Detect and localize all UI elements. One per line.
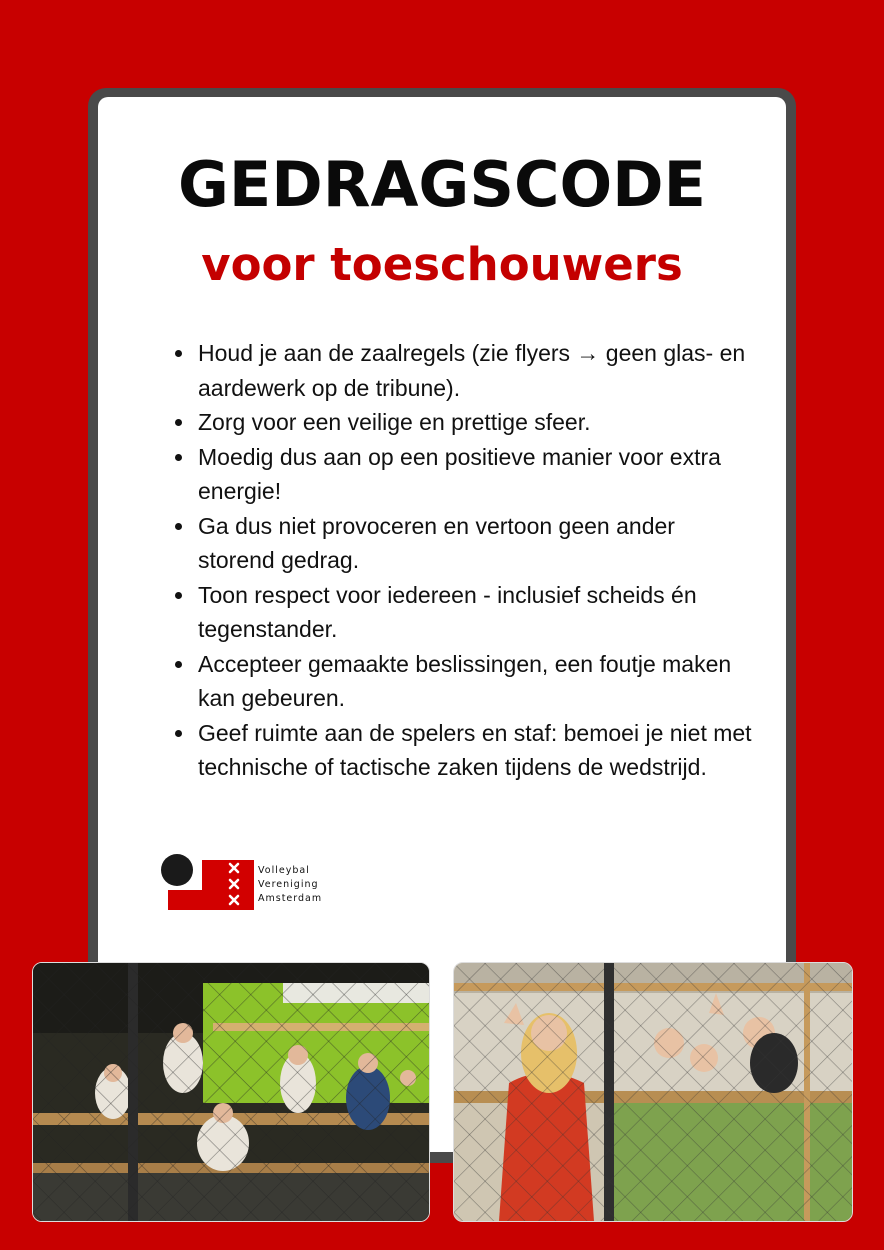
- logo-ball-icon: [161, 854, 193, 886]
- rule-item: • Geef ruimte aan de spelers en staf: bemoei je niet met technische of tactische zaken tijdens de wedstrijd.: [196, 716, 756, 785]
- logo-line: Vereniging: [258, 879, 319, 890]
- logo-text: [258, 864, 322, 906]
- logo-line: Volleybal: [258, 865, 310, 876]
- poster-subtitle: voor toeschouwers: [201, 238, 683, 291]
- poster-title: GEDRAGSCODE: [178, 148, 706, 221]
- rule-item: • Ga dus niet provoceren en vertoon geen ander storend gedrag.: [196, 509, 756, 578]
- supporters-waving-photo: [453, 962, 853, 1222]
- logo-line: Amsterdam: [258, 893, 323, 904]
- rule-item: • Houd je aan de zaalregels (zie flyers → geen glas- en aardewerk op de tribune).: [196, 336, 756, 405]
- rules-list: [158, 336, 756, 785]
- rule-item: • Zorg voor een veilige en prettige sfeer.: [196, 405, 756, 440]
- rule-item: • Moedig dus aan op een positieve manier voor extra energie!: [196, 440, 756, 509]
- rule-item: • Toon respect voor iedereen - inclusief scheids én tegenstander.: [196, 578, 756, 647]
- supporters-cheering-photo: [32, 962, 430, 1222]
- rule-item: • Accepteer gemaakte beslissingen, een foutje maken kan gebeuren.: [196, 647, 756, 716]
